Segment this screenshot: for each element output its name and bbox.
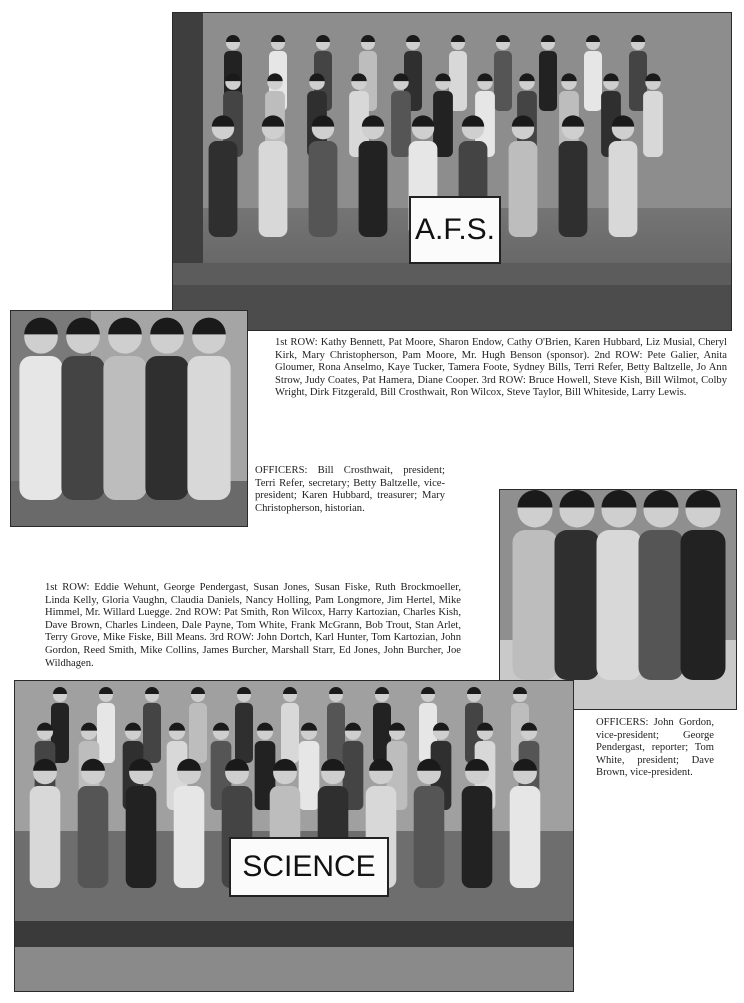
- afs-sign-text: A.F.S.: [414, 213, 496, 246]
- afs-officers-text: OFFICERS: Bill Crosthwait, president; Terri Refer, secretary; Betty Baltzelle, vice-president; Karen Hubbard, treasurer; Mary Christopherson, historian.: [255, 465, 445, 514]
- afs-roster-text: 1st ROW: Kathy Bennett, Pat Moore, Sharon Endow, Cathy O'Brien, Karen Hubbard, Liz Musial, Cheryl Kirk, Mary Christopherson, Pam Moore, Mr. Hugh Benson (sponsor). 2nd ROW: Pete Galier, Anita Gloumer, Rona Anselmo, Kaye Tucker, Tamera Foote, Sydney Bills, Terri Refer, Betty Baltzelle, Jo Ann Strow, Judy Coates, Pat Hamera, Diane Cooper. 3rd ROW: Bruce Howell, Steve Kish, Bill Wilmot, Colby Wright, Dirk Fitzgerald, Bill Crosthwait, Ron Wilcox, Steve Taylor, Bill Whiteside, Larry Lewis.: [275, 337, 727, 399]
- science-photo-figures: [15, 681, 573, 991]
- science-officers-text: OFFICERS: John Gordon, vice-president; George Pendergast, reporter; Tom White, president; Dave Brown, vice-president.: [596, 717, 714, 779]
- science-sign-text: SCIENCE: [242, 850, 376, 883]
- afs-photo-figures: [173, 13, 731, 330]
- afs-group-photo: [172, 12, 732, 331]
- afs-sign: [409, 196, 501, 264]
- afs-officers-photo: [10, 310, 248, 527]
- science-officers-caption: [596, 717, 714, 780]
- afs-officers-caption: [255, 465, 445, 515]
- afs-officers-figures: [11, 311, 247, 526]
- afs-roster-caption: [275, 337, 727, 400]
- science-sign: [229, 837, 389, 897]
- science-officers-figures: [500, 490, 736, 709]
- science-officers-photo: [499, 489, 737, 710]
- science-roster-text: 1st ROW: Eddie Wehunt, George Pendergast, Susan Jones, Susan Fiske, Ruth Brockmoeller, Linda Kelly, Gloria Vaughn, Claudia Daniels, Nancy Holling, Pam Longmore, Jim Hertel, Mike Himmel, Mr. Willard Luegge. 2nd ROW: Pat Smith, Ron Wilcox, Harry Kartozian, Charles Kish, Dave Brown, Charles Lindeen, Dale Payne, Tom White, Frank McGrann, Bob Trout, Stan Arlet, Terry Grove, Mike Fiske, Bill Means. 3rd ROW: John Dortch, Karl Hunter, Tom Kartozian, John Gordon, Reed Smith, Mike Collins, James Burcher, Marshall Starr, Ed Jones, John Burcher, Joe Wildhagen.: [45, 582, 461, 669]
- science-group-photo: [14, 680, 574, 992]
- science-roster-caption: [45, 582, 461, 670]
